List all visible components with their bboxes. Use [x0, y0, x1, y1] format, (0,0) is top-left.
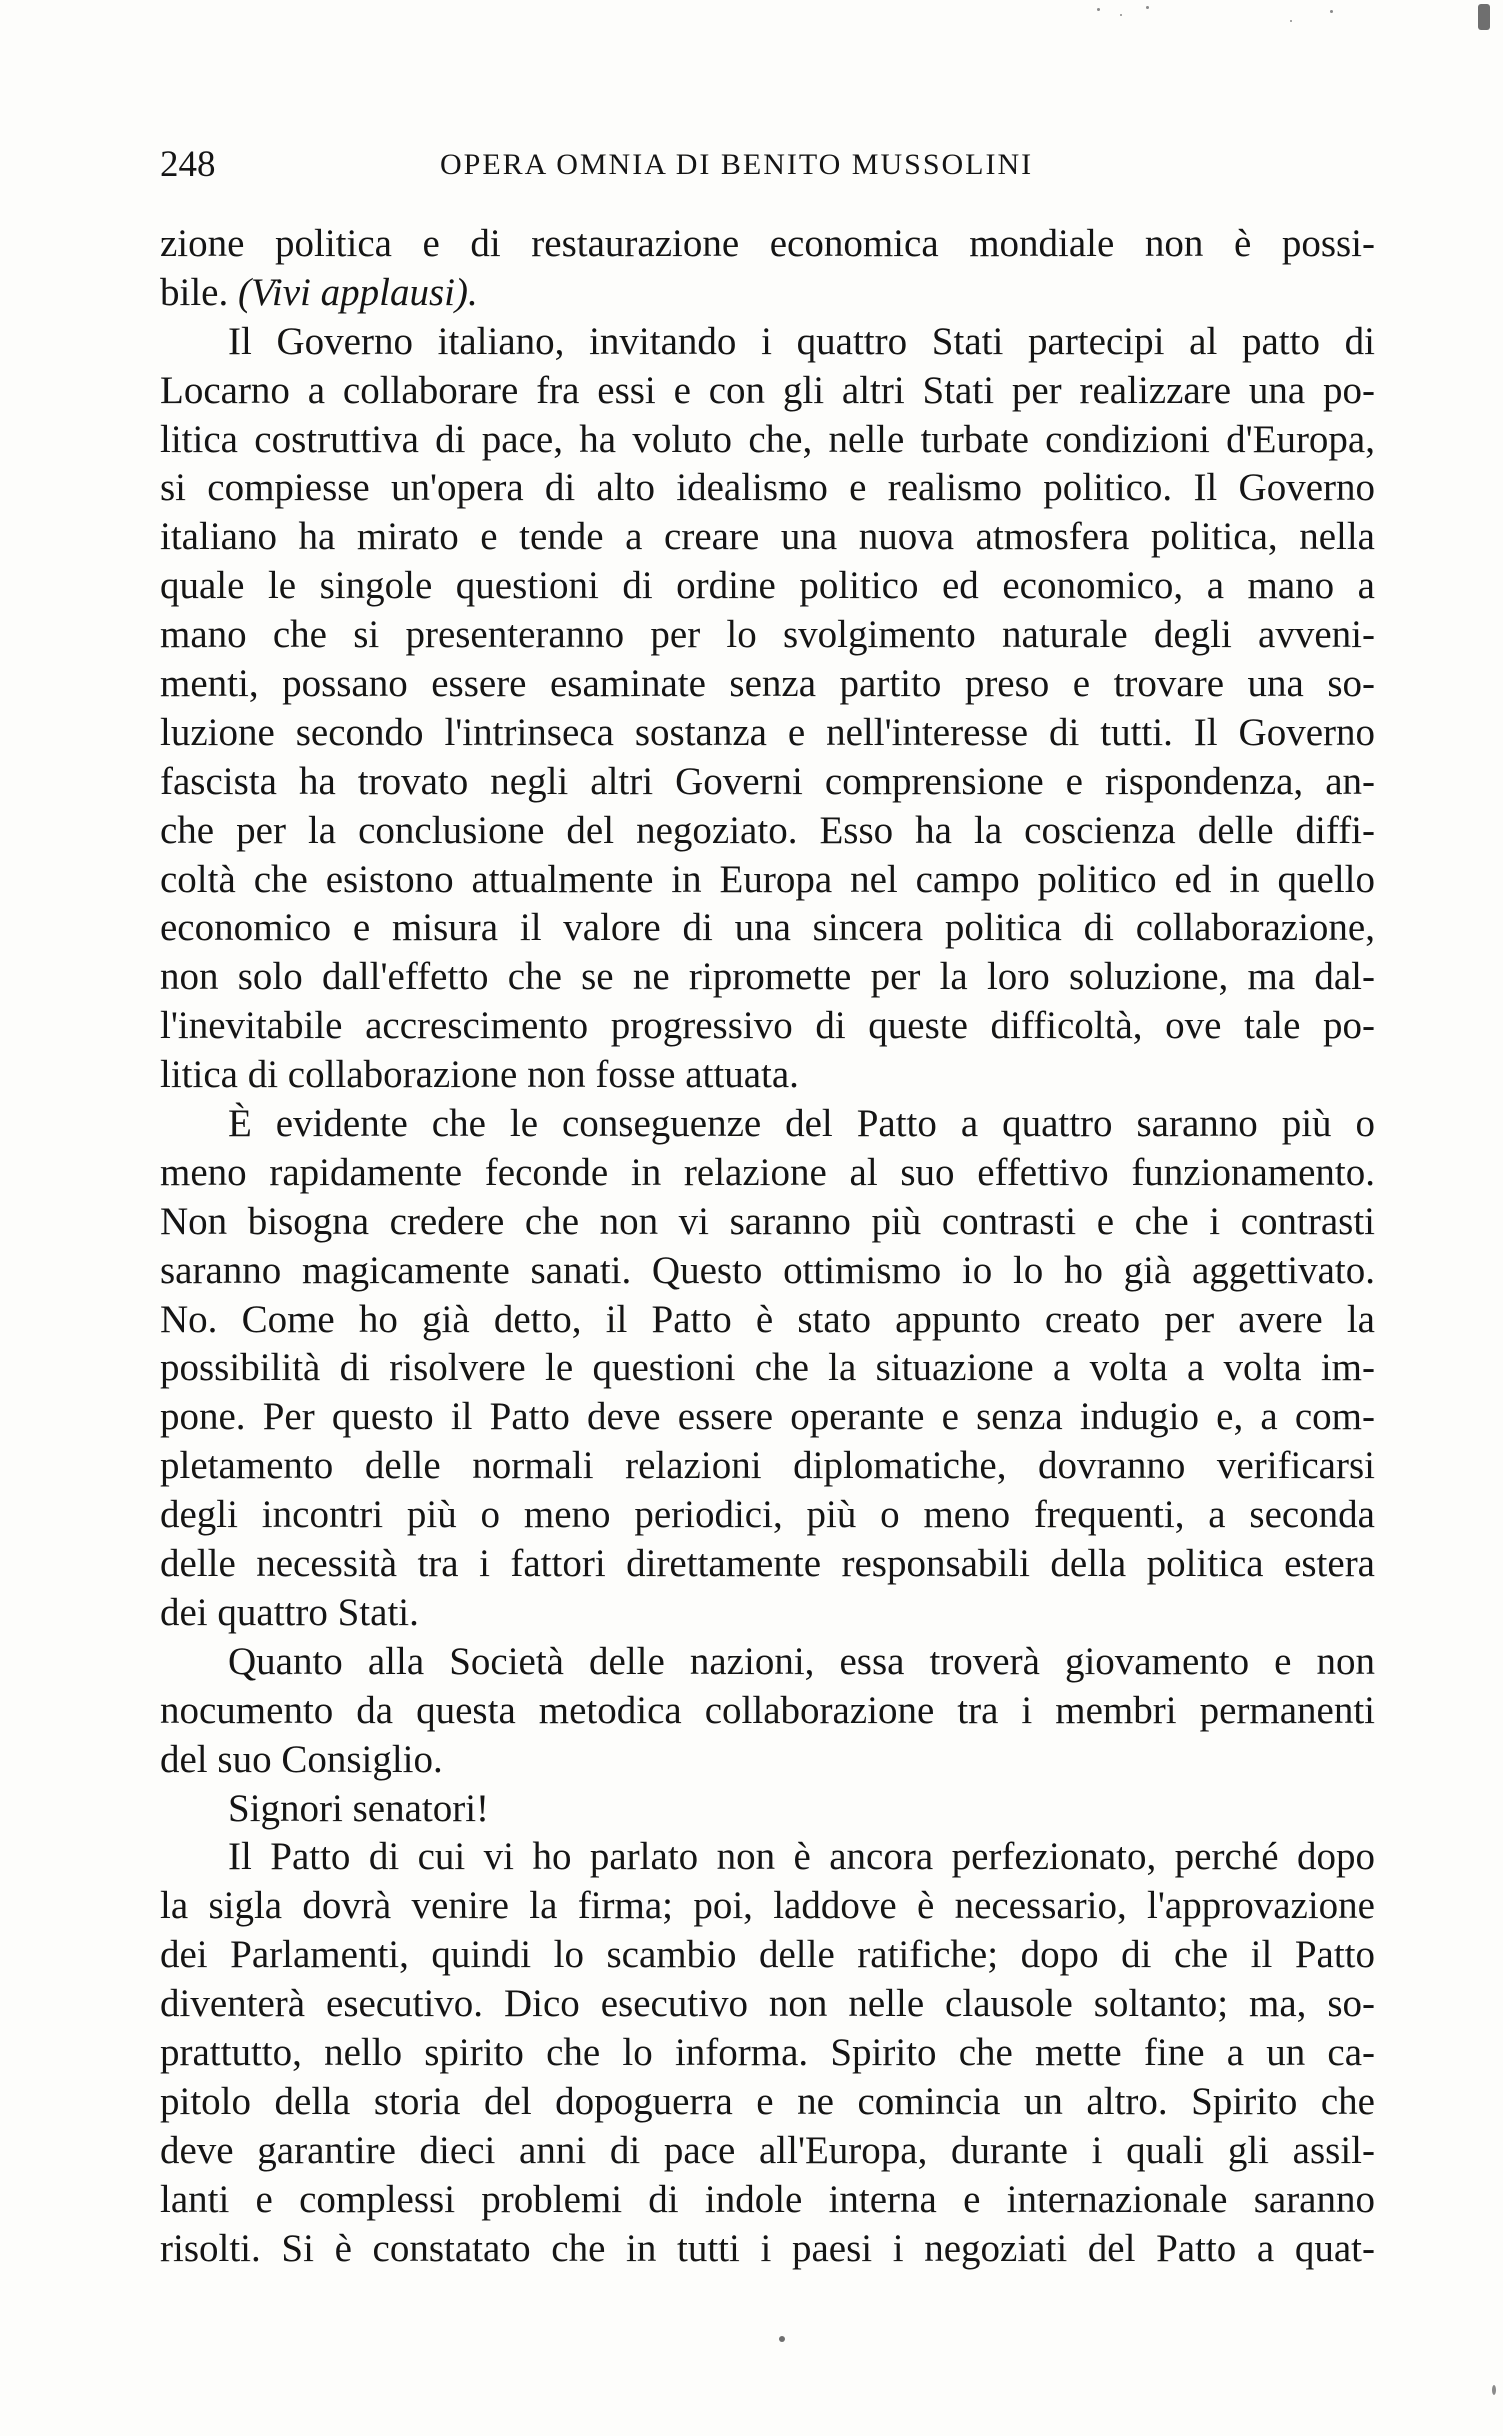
text-line: Locarno a collaborare fra essi e con gli altri Stati per realizzare una po- — [160, 368, 1375, 412]
text-line: diventerà esecutivo. Dico esecutivo non nelle clausole soltanto; ma, so- — [160, 1982, 1375, 2026]
book-title: OPERA OMNIA DI BENITO MUSSOLINI — [440, 148, 1034, 181]
text-line: litica costruttiva di pace, ha voluto che, nelle turbate condizioni d'Europa, — [160, 417, 1375, 461]
text-line: lanti e complessi problemi di indole interna e internazionale saranno — [160, 2177, 1375, 2221]
body-text — [160, 220, 1375, 2273]
text-line: l'inevitabile accrescimento progressivo di queste difficoltà, ove tale po- — [160, 1004, 1375, 1048]
text-fragment: bile. — [160, 270, 238, 314]
text-line: dei Parlamenti, quindi lo scambio delle ratifiche; dopo di che il Patto — [160, 1933, 1375, 1977]
salutation: Signori senatori! — [228, 1786, 490, 1830]
scan-speck — [1120, 14, 1122, 16]
text-line: pletamento delle normali relazioni diplomatiche, dovranno verificarsi — [160, 1444, 1375, 1488]
scan-speck — [1492, 2385, 1496, 2395]
text-line: coltà che esistono attualmente in Europa nel campo politico ed in quello — [160, 857, 1375, 901]
text-line: saranno magicamente sanati. Questo ottimismo io lo ho già aggettivato. — [160, 1248, 1375, 1292]
scan-speck — [1330, 10, 1333, 13]
text-line: risolti. Si è constatato che in tutti i paesi i negoziati del Patto a quat- — [160, 2226, 1375, 2270]
text-line: fascista ha trovato negli altri Governi comprensione e rispondenza, an- — [160, 759, 1375, 803]
text-line: economico e misura il valore di una sincera politica di collaborazione, — [160, 906, 1375, 950]
text-line: si compiesse un'opera di alto idealismo e realismo politico. Il Governo — [160, 466, 1375, 510]
paragraph-start: È evidente che le conseguenze del Patto a quattro saranno più o — [228, 1102, 1375, 1146]
text-line: deve garantire dieci anni di pace all'Europa, durante i quali gli assil- — [160, 2128, 1375, 2172]
text-line: mano che si presenteranno per lo svolgimento naturale degli avveni- — [160, 613, 1375, 657]
scan-speck — [779, 2336, 785, 2342]
scan-corner-mark — [1478, 4, 1490, 30]
paragraph-start: Il Patto di cui vi ho parlato non è ancora perfezionato, perché dopo — [228, 1835, 1375, 1879]
paragraph-end: del suo Consiglio. — [160, 1737, 443, 1781]
text-line: italiano ha mirato e tende a creare una nuova atmosfera politica, nella — [160, 515, 1375, 559]
applause-note: (Vivi applausi). — [237, 270, 478, 314]
text-line: pitolo della storia del dopoguerra e ne comincia un altro. Spirito che — [160, 2079, 1375, 2123]
text-line: No. Come ho già detto, il Patto è stato appunto creato per avere la — [160, 1297, 1375, 1341]
text-line: non solo dall'effetto che se ne ripromette per la loro soluzione, ma dal- — [160, 955, 1375, 999]
text-line: che per la conclusione del negoziato. Esso ha la coscienza delle diffi- — [160, 808, 1375, 852]
text-line: quale le singole questioni di ordine politico ed economico, a mano a — [160, 564, 1375, 608]
page-number: 248 — [160, 144, 216, 185]
paragraph-start: Quanto alla Società delle nazioni, essa troverà giovamento e non — [228, 1639, 1375, 1683]
text-line: menti, possano essere esaminate senza partito preso e trovare una so- — [160, 662, 1375, 706]
text-line — [160, 269, 1375, 318]
paragraph-start: Il Governo italiano, invitando i quattro Stati partecipi al patto di — [228, 319, 1375, 363]
text-line: possibilità di risolvere le questioni che la situazione a volta a volta im- — [160, 1346, 1375, 1390]
text-line: meno rapidamente feconde in relazione al suo effettivo funzionamento. — [160, 1150, 1375, 1194]
paragraph-end: litica di collaborazione non fosse attuata. — [160, 1053, 799, 1097]
text-line: nocumento da questa metodica collaborazione tra i membri permanenti — [160, 1688, 1375, 1732]
running-head — [160, 140, 1375, 190]
text-line: delle necessità tra i fattori direttamente responsabili della politica estera — [160, 1542, 1375, 1586]
text-line: la sigla dovrà venire la firma; poi, laddove è necessario, l'approvazione — [160, 1884, 1375, 1928]
text-line: zione politica e di restaurazione economica mondiale non è possi- — [160, 222, 1375, 265]
scan-speck — [1290, 20, 1292, 22]
scan-speck — [1146, 6, 1149, 9]
text-line: prattutto, nello spirito che lo informa. Spirito che mette fine a un ca- — [160, 2030, 1375, 2074]
scan-speck — [1097, 8, 1100, 11]
text-line: degli incontri più o meno periodici, più o meno frequenti, a seconda — [160, 1493, 1375, 1537]
text-line: luzione secondo l'intrinseca sostanza e nell'interesse di tutti. Il Governo — [160, 710, 1375, 754]
text-line: pone. Per questo il Patto deve essere operante e senza indugio e, a com- — [160, 1395, 1375, 1439]
paragraph-end: dei quattro Stati. — [160, 1590, 419, 1634]
text-line: Non bisogna credere che non vi saranno più contrasti e che i contrasti — [160, 1199, 1375, 1243]
